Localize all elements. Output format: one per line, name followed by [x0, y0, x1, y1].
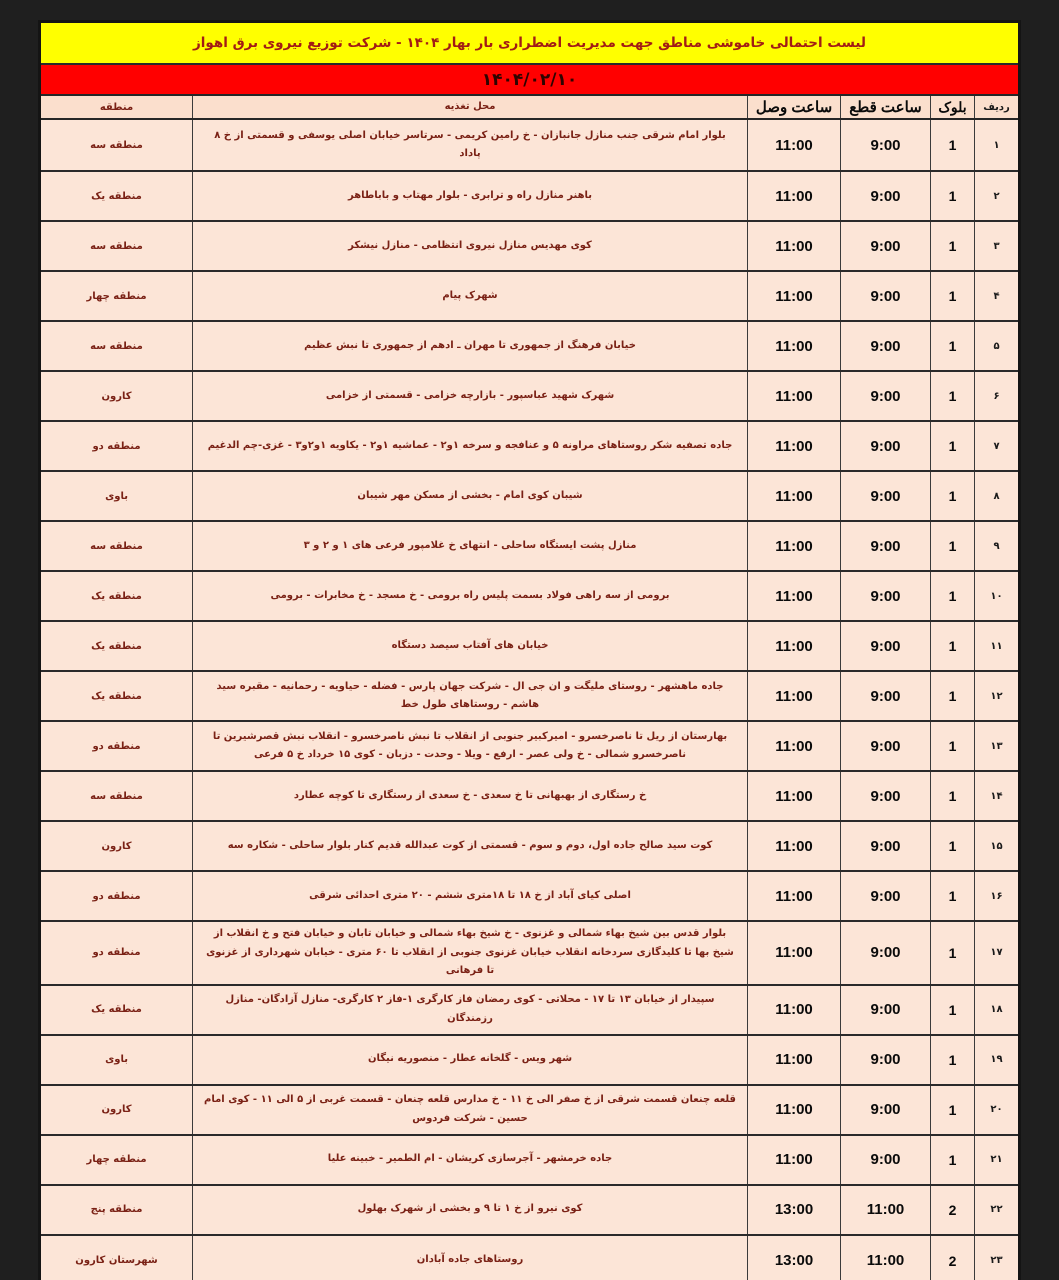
restore-time-cell: 11:00 — [748, 572, 841, 620]
restore-time-cell: 13:00 — [748, 1186, 841, 1234]
table-row — [41, 1134, 1018, 1184]
region-cell: منطقه دو — [41, 722, 193, 770]
cut-time-cell: 9:00 — [841, 986, 931, 1034]
region-cell: منطقه دو — [41, 422, 193, 470]
restore-time-cell: 13:00 — [748, 1236, 841, 1280]
block-cell: 2 — [931, 1186, 975, 1234]
restore-time-cell: 11:00 — [748, 772, 841, 820]
region-cell: منطقه یک — [41, 572, 193, 620]
table-row — [41, 1084, 1018, 1134]
block-cell: 1 — [931, 986, 975, 1034]
col-header-row-number: ردیف — [983, 101, 1010, 113]
col-header-cut-time: ساعت قطع — [841, 96, 931, 118]
location-cell: کوت سید صالح جاده اول، دوم و سوم - قسمتی از کوت عبدالله قدیم کنار بلوار ساحلی - شکاره سه — [193, 822, 748, 870]
cut-time-cell: 9:00 — [841, 120, 931, 170]
row-number-cell: ۱۴ — [990, 790, 1003, 802]
location-cell: کوی نیرو از خ ۱ تا ۹ و بخشی از شهرک بهلول — [193, 1186, 748, 1234]
row-number-cell: ۲۲ — [990, 1204, 1003, 1215]
restore-time-cell: 11:00 — [748, 522, 841, 570]
table-row — [41, 870, 1018, 920]
region-cell: منطقه چهار — [41, 1136, 193, 1184]
col-header-region: منطقه — [41, 96, 193, 118]
row-number-cell: ۱۹ — [990, 1054, 1003, 1065]
region-cell: منطقه سه — [41, 772, 193, 820]
location-cell: خیابان های آفتاب سیصد دستگاه — [193, 622, 748, 670]
block-cell: 1 — [931, 272, 975, 320]
cut-time-cell: 9:00 — [841, 722, 931, 770]
cut-time-cell: 9:00 — [841, 572, 931, 620]
location-cell: اصلی کیای آباد از خ ۱۸ تا ۱۸متری ششم - ۲۰ متری احدائی شرقی — [193, 872, 748, 920]
location-cell: جاده ماهشهر - روستای ملیگت و ان جی ال - شرکت جهان پارس - فضله - حیاویه - رحمانیه - مقبره سید هاشم - روستاهای طول خط — [193, 672, 748, 720]
restore-time-cell: 11:00 — [748, 172, 841, 220]
location-cell: بلوار قدس بین شیخ بهاء شمالی و غزنوی - خ شیخ بهاء شمالی و خیابان تابان و خیابان فتح و خ انقلاب از شیخ بها تا کلیدگازی سردخانه انقلاب خیابان غزنوی جنوبی از انقلاب تا ۶۰ متری - خیابان شهرداری از غزنوی تا فرهانی — [193, 922, 748, 984]
block-cell: 1 — [931, 472, 975, 520]
region-cell: باوی — [41, 472, 193, 520]
location-cell: روستاهای جاده آبادان — [193, 1236, 748, 1280]
restore-time-cell: 11:00 — [748, 120, 841, 170]
restore-time-cell: 11:00 — [748, 722, 841, 770]
cut-time-cell: 9:00 — [841, 1086, 931, 1134]
cut-time-cell: 9:00 — [841, 322, 931, 370]
location-cell: کوی مهدیس منازل نیروی انتظامی - منازل نیشکر — [193, 222, 748, 270]
block-cell: 1 — [931, 172, 975, 220]
table-title: لیست احتمالی خاموشی مناطق جهت مدیریت اضطراری بار بهار ۱۴۰۴ - شرکت توزیع نیروی برق اهواز — [41, 23, 1018, 65]
block-cell: 1 — [931, 120, 975, 170]
row-number-cell: ۲۱ — [990, 1154, 1003, 1165]
restore-time-cell: 11:00 — [748, 1136, 841, 1184]
table-row — [41, 1234, 1018, 1280]
block-cell: 1 — [931, 1136, 975, 1184]
location-cell: شهر ویس - گلخانه عطار - منصوریه نیگان — [193, 1036, 748, 1084]
region-cell: منطقه یک — [41, 622, 193, 670]
region-cell: کارون — [41, 1086, 193, 1134]
row-number-cell: ۱۶ — [990, 890, 1003, 902]
location-cell: باهنر منازل راه و ترابری - بلوار مهتاب و باباطاهر — [193, 172, 748, 220]
location-cell: قلعه چنعان قسمت شرقی از خ صفر الی خ ۱۱ - خ مدارس قلعه چنعان - قسمت غربی از ۵ الی ۱۱ - کوی امام حسین - شرکت فردوس — [193, 1086, 748, 1134]
row-number-cell: ۵ — [993, 340, 1000, 352]
date-banner: ۱۴۰۴/۰۲/۱۰ — [41, 65, 1018, 94]
location-cell: شیبان کوی امام - بخشی از مسکن مهر شیبان — [193, 472, 748, 520]
cut-time-cell: 11:00 — [841, 1236, 931, 1280]
table-row — [41, 220, 1018, 270]
cut-time-cell: 9:00 — [841, 922, 931, 984]
col-header-block: بلوک — [931, 96, 975, 118]
region-cell: منطقه سه — [41, 522, 193, 570]
region-cell: کارون — [41, 372, 193, 420]
table-row — [41, 370, 1018, 420]
location-cell: شهرک پیام — [193, 272, 748, 320]
restore-time-cell: 11:00 — [748, 422, 841, 470]
region-cell: منطقه یک — [41, 172, 193, 220]
row-number-cell: ۷ — [993, 440, 1000, 452]
block-cell: 1 — [931, 572, 975, 620]
table-row — [41, 620, 1018, 670]
cut-time-cell: 9:00 — [841, 422, 931, 470]
block-cell: 1 — [931, 522, 975, 570]
cut-time-cell: 9:00 — [841, 372, 931, 420]
row-number-cell: ۱۱ — [990, 640, 1003, 652]
region-cell: منطقه یک — [41, 986, 193, 1034]
location-cell: سپیدار از خیابان ۱۳ تا ۱۷ - محلاتی - کوی رمضان فاز کارگری ۱-فاز ۲ کارگری- منازل آزادگان- منازل رزمندگان — [193, 986, 748, 1034]
restore-time-cell: 11:00 — [748, 272, 841, 320]
row-number-cell: ۱۳ — [990, 740, 1003, 752]
restore-time-cell: 11:00 — [748, 472, 841, 520]
restore-time-cell: 11:00 — [748, 872, 841, 920]
location-cell: خ رستگاری از بهبهانی تا خ سعدی - خ سعدی از رستگاری تا کوچه عطارد — [193, 772, 748, 820]
table-row — [41, 170, 1018, 220]
restore-time-cell: 11:00 — [748, 986, 841, 1034]
cut-time-cell: 9:00 — [841, 1136, 931, 1184]
cut-time-cell: 11:00 — [841, 1186, 931, 1234]
row-number-cell: ۱۸ — [990, 1004, 1003, 1015]
location-cell: منازل پشت ایستگاه ساحلی - انتهای خ غلامپور فرعی های ۱ و ۲ و ۳ — [193, 522, 748, 570]
row-number-cell: ۸ — [993, 490, 1000, 502]
location-cell: شهرک شهید عباسپور - بازارچه خزامی - قسمتی از خزامی — [193, 372, 748, 420]
row-number-cell: ۲۳ — [990, 1255, 1003, 1266]
restore-time-cell: 11:00 — [748, 322, 841, 370]
restore-time-cell: 11:00 — [748, 822, 841, 870]
col-header-feed-location: محل تغذیه — [193, 96, 748, 118]
cut-time-cell: 9:00 — [841, 522, 931, 570]
restore-time-cell: 11:00 — [748, 672, 841, 720]
row-number-cell: ۱۲ — [990, 690, 1003, 702]
cut-time-cell: 9:00 — [841, 1036, 931, 1084]
block-cell: 1 — [931, 422, 975, 470]
block-cell: 1 — [931, 222, 975, 270]
cut-time-cell: 9:00 — [841, 872, 931, 920]
region-cell: منطقه سه — [41, 120, 193, 170]
block-cell: 1 — [931, 672, 975, 720]
region-cell: منطقه دو — [41, 872, 193, 920]
outage-schedule-table — [38, 20, 1021, 1280]
row-number-cell: ۱۷ — [990, 947, 1003, 959]
region-cell: منطقه سه — [41, 322, 193, 370]
block-cell: 1 — [931, 622, 975, 670]
location-cell: خیابان فرهنگ از جمهوری تا مهران ـ ادهم از جمهوری تا نبش عظیم — [193, 322, 748, 370]
row-number-cell: ۱ — [993, 139, 1000, 151]
table-row — [41, 920, 1018, 984]
col-header-restore-time: ساعت وصل — [748, 96, 841, 118]
block-cell: 1 — [931, 322, 975, 370]
restore-time-cell: 11:00 — [748, 1086, 841, 1134]
location-cell: برومی از سه راهی فولاد بسمت پلیس راه برومی - خ مسجد - خ مخابرات - برومی — [193, 572, 748, 620]
table-row — [41, 984, 1018, 1034]
restore-time-cell: 11:00 — [748, 922, 841, 984]
row-number-cell: ۳ — [993, 240, 1000, 252]
block-cell: 1 — [931, 1086, 975, 1134]
restore-time-cell: 11:00 — [748, 222, 841, 270]
block-cell: 1 — [931, 772, 975, 820]
row-number-cell: ۴ — [993, 290, 1000, 302]
cut-time-cell: 9:00 — [841, 622, 931, 670]
table-row — [41, 770, 1018, 820]
table-row — [41, 120, 1018, 170]
block-cell: 2 — [931, 1236, 975, 1280]
row-number-cell: ۲ — [993, 190, 1000, 202]
location-cell: بهارستان از ریل تا ناصرخسرو - امیرکبیر جنوبی از انقلاب تا نبش ناصرخسرو - انقلاب نبش قصرشیرین تا ناصرخسرو شمالی - خ ولی عصر - ارفع - ویلا - وحدت - دزبان - کوی ۱۵ خرداد خ ۵ فرعی — [193, 722, 748, 770]
table-row — [41, 270, 1018, 320]
row-number-cell: ۲۰ — [990, 1104, 1003, 1115]
table-row — [41, 720, 1018, 770]
cut-time-cell: 9:00 — [841, 822, 931, 870]
cut-time-cell: 9:00 — [841, 272, 931, 320]
table-row — [41, 1034, 1018, 1084]
location-cell: جاده تصفیه شکر روستاهای مراونه ۵ و عنافجه و سرخه ۱و۲ - عماشیه ۱و۲ - یکاویه ۱و۲و۳ - غزی-چم الدغیم — [193, 422, 748, 470]
table-row — [41, 1184, 1018, 1234]
region-cell: منطقه پنج — [41, 1186, 193, 1234]
block-cell: 1 — [931, 722, 975, 770]
table-row — [41, 820, 1018, 870]
region-cell: منطقه سه — [41, 222, 193, 270]
region-cell: منطقه یک — [41, 672, 193, 720]
region-cell: کارون — [41, 822, 193, 870]
table-header-row — [41, 94, 1018, 120]
cut-time-cell: 9:00 — [841, 672, 931, 720]
restore-time-cell: 11:00 — [748, 622, 841, 670]
row-number-cell: ۱۵ — [990, 840, 1003, 852]
table-row — [41, 420, 1018, 470]
block-cell: 1 — [931, 822, 975, 870]
block-cell: 1 — [931, 372, 975, 420]
table-body — [41, 120, 1018, 1280]
location-cell: جاده خرمشهر - آجرسازی کریشان - ام الطمیر - خبینه علیا — [193, 1136, 748, 1184]
region-cell: شهرستان کارون — [41, 1236, 193, 1280]
region-cell: منطقه چهار — [41, 272, 193, 320]
table-row — [41, 520, 1018, 570]
row-number-cell: ۱۰ — [990, 590, 1003, 602]
cut-time-cell: 9:00 — [841, 172, 931, 220]
row-number-cell: ۶ — [993, 390, 1000, 402]
block-cell: 1 — [931, 922, 975, 984]
region-cell: باوی — [41, 1036, 193, 1084]
table-row — [41, 570, 1018, 620]
restore-time-cell: 11:00 — [748, 372, 841, 420]
cut-time-cell: 9:00 — [841, 472, 931, 520]
region-cell: منطقه دو — [41, 922, 193, 984]
cut-time-cell: 9:00 — [841, 222, 931, 270]
table-row — [41, 670, 1018, 720]
restore-time-cell: 11:00 — [748, 1036, 841, 1084]
table-row — [41, 470, 1018, 520]
cut-time-cell: 9:00 — [841, 772, 931, 820]
block-cell: 1 — [931, 1036, 975, 1084]
row-number-cell: ۹ — [993, 540, 1000, 552]
block-cell: 1 — [931, 872, 975, 920]
location-cell: بلوار امام شرقی جنب منازل جانبازان - خ رامین کریمی - سرتاسر خیابان اصلی یوسفی و قسمتی از خ ۸ پاداد — [193, 120, 748, 170]
table-row — [41, 320, 1018, 370]
